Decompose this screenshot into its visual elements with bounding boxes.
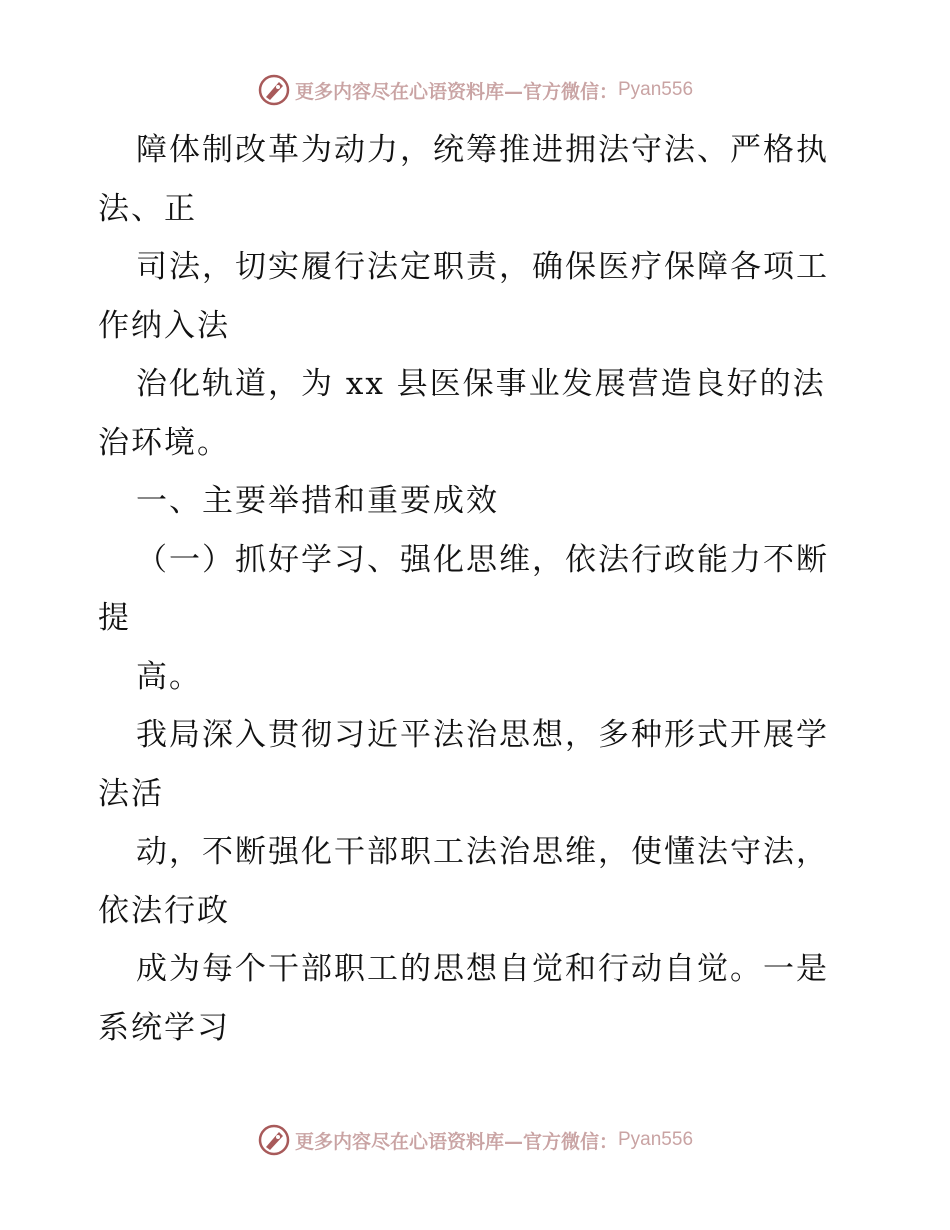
body-line: 高。 [136,658,202,695]
banner-text: 更多内容尽在心语资料库—官方微信： [294,1130,618,1153]
banner-handle: Pyan556 [618,1129,694,1150]
body-line: 系统学习 [98,1009,230,1046]
body-line: 治化轨道，为 xx 县医保事业发展营造良好的法 [136,366,826,402]
body-line: 依法行政 [98,892,230,929]
pen-nib-logo-icon [257,1123,291,1157]
body-line: 治环境。 [98,424,230,461]
body-line: 成为每个干部职工的思想自觉和行动自觉。一是 [136,951,829,987]
body-line: 我局深入贯彻习近平法治思想，多种形式开展学 [136,717,829,753]
footer-banner [0,1120,950,1160]
banner-handle: Pyan556 [618,79,694,100]
body-line: 作纳入法 [98,307,230,344]
section-heading: 一、主要举措和重要成效 [136,483,499,519]
body-line: 法、正 [98,190,197,227]
body-line: 提 [98,600,131,636]
body-line: 障体制改革为动力，统筹推进拥法守法、严格执 [136,132,829,168]
pen-nib-logo-icon [257,73,291,107]
body-line: 司法，切实履行法定职责，确保医疗保障各项工 [136,249,829,285]
body-line: 法活 [98,775,164,812]
body-line: 动，不断强化干部职工法治思维，使懂法守法， [136,834,829,870]
header-banner [0,70,950,110]
document-body [98,121,858,1057]
banner-text: 更多内容尽在心语资料库—官方微信： [294,80,618,103]
subsection-heading: （一）抓好学习、强化思维，依法行政能力不断 [136,541,829,578]
